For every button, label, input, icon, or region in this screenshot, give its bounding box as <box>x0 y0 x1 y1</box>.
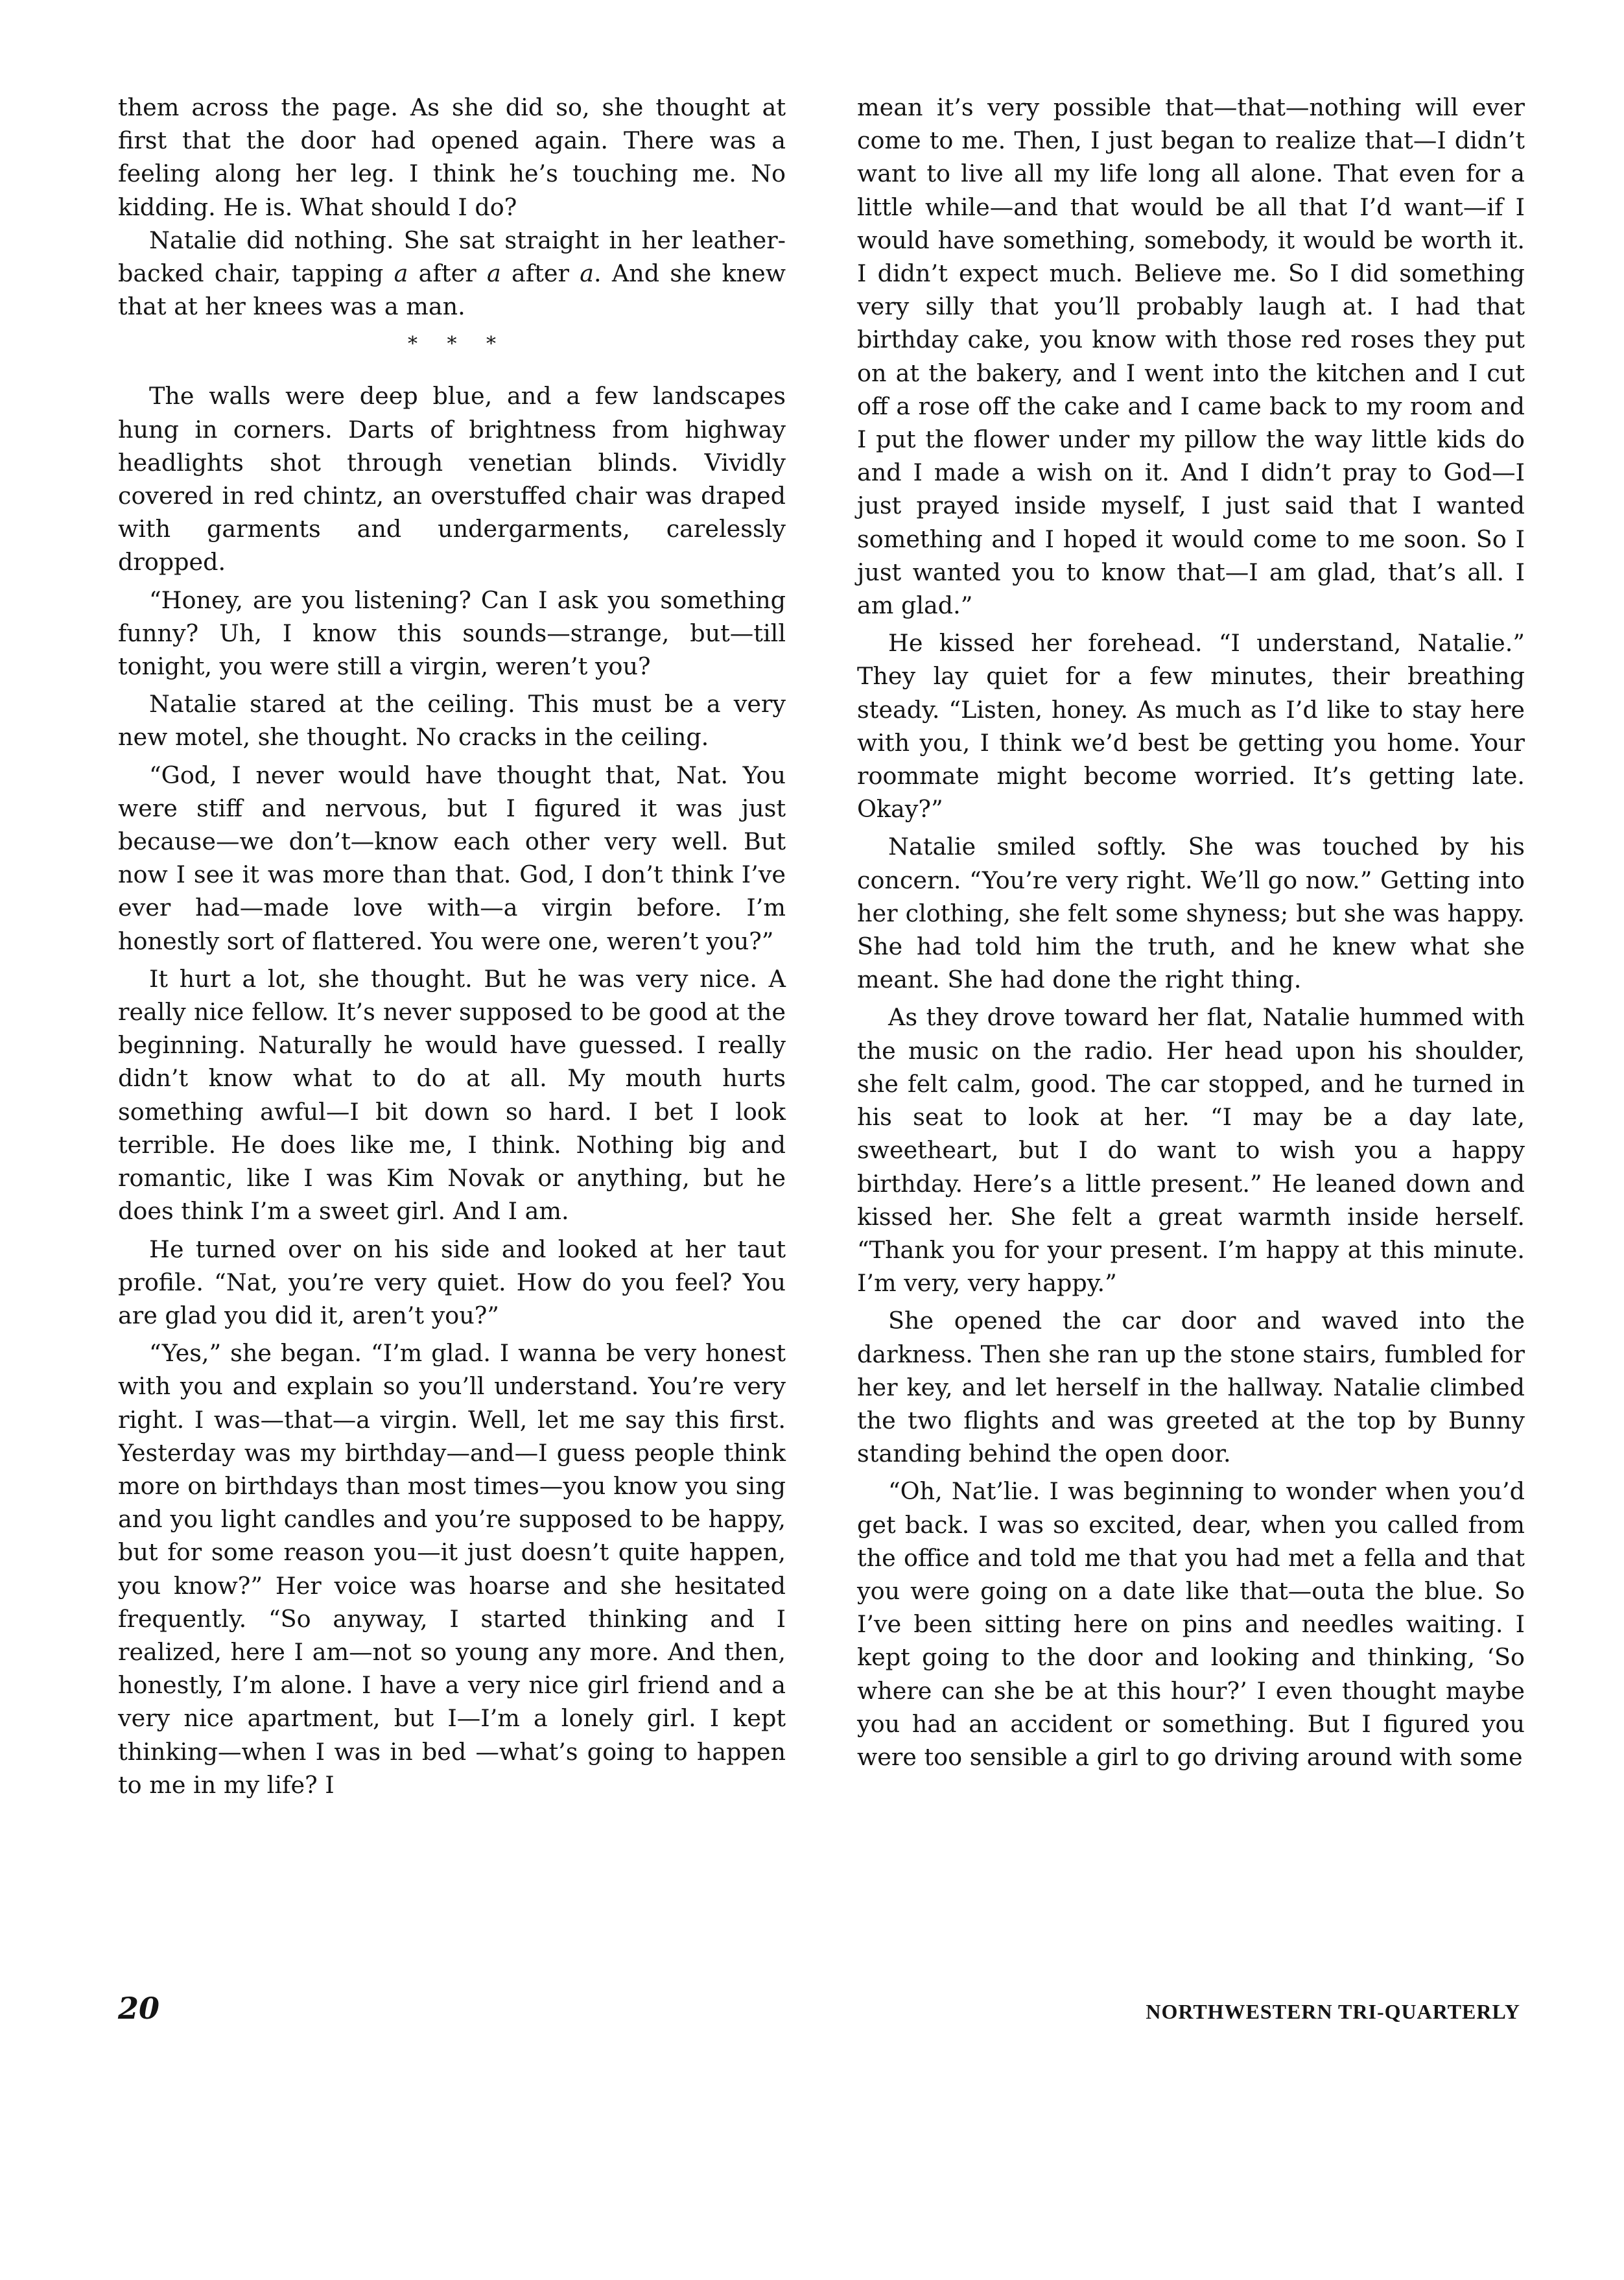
paragraph-text: . And she knew that at her knees was a man. <box>118 259 786 321</box>
paragraph: It hurt a lot, she thought. But he was very nice. A really nice fellow. It’s never supposed to be good at the beginning. Naturally he would have guessed. I really didn’t know what to do at all. My mouth hurts something awful—I bit down so hard. I bet I look terrible. He does like me, I think. Nothing big and romantic, like I was Kim Novak or anything, but he does think I’m a sweet girl. And I am. <box>118 964 786 1226</box>
left-text-column <box>118 91 786 1801</box>
paragraph-text: after <box>408 259 487 288</box>
paragraph: “Honey, are you listening? Can I ask you something funny? Uh, I know this sounds—strange, but—till tonight, you were still a virgin, weren’t you? <box>118 586 786 681</box>
italic-letter: a <box>394 259 408 288</box>
paragraph: He kissed her forehead. “I understand, Natalie.” They lay quiet for a few minutes, their breathing steady. “Listen, honey. As much as I’d like to stay here with you, I think we’d best be getting you home. Your roommate might become worried. It’s getting late. Okay?” <box>857 629 1525 824</box>
paragraph: “Yes,” she began. “I’m glad. I wanna be very honest with you and explain so you’ll understand. You’re very right. I was—that—a virgin. Well, let me say this first. Yesterday was my birthday—and—I guess people think more on birthdays than most times—you know you sing and you light candles and you’re supposed to be happy, but for some reason you—it just doesn’t quite happen, you know?” Her voice was hoarse and she hesitated frequently. “So anyway, I started thinking and I realized, here I am—not so young any more. And then, honestly, I’m alone. I have a very nice girl friend and a very nice apartment, but I—I’m a lonely girl. I kept thinking—when I was in bed —what’s going to happen to me in my life? I <box>118 1339 786 1799</box>
italic-letter: a <box>486 259 501 288</box>
paragraph-text: Natalie did nothing. She sat straight in her leather-backed chair, tapping <box>118 226 786 288</box>
paragraph: them across the page. As she did so, she thought at first that the door had opened again. There was a feeling along her leg. I think he’s touching me. No kidding. He is. What should I do? <box>118 93 786 221</box>
paragraph: mean it’s very possible that—that—nothing will ever come to me. Then, I just began to realize that—I didn’t want to live all my life long all alone. That even for a little while—and that would be all that I’d want—if I would have something, somebody, it would be worth it. I didn’t expect much. Believe me. So I did something very silly that you’ll probably laugh at. I had that birthday cake, you know with those red roses they put on at the bakery, and I went into the kitchen and I cut off a rose off the cake and I came back to my room and I put the flower under my pillow the way little kids do and I made a wish on it. And I didn’t pray to God—I just prayed inside myself, I just said that I wanted something and I hoped it would come to me soon. So I just wanted you to know that—I am glad, that’s all. I am glad.” <box>857 93 1525 620</box>
paragraph: Natalie stared at the ceiling. This must be a very new motel, she thought. No cracks in the ceiling. <box>118 690 786 752</box>
paragraph: “Oh, Nat’lie. I was beginning to wonder when you’d get back. I was so excited, dear, when you called from the office and told me that you had met a fella and that you were going on a date like that—outa the blue. So I’ve been sitting here on pins and needles waiting. I kept going to the door and looking and thinking, ‘So where can she be at this hour?’ I even thought maybe you had an accident or something. But I figured you were too sensible a girl to go driving around with some <box>857 1477 1525 1771</box>
paragraph: She opened the car door and waved into the darkness. Then she ran up the stone stairs, fumbled for her key, and let herself in the hallway. Natalie climbed the two flights and was greeted at the top by Bunny standing behind the open door. <box>857 1307 1525 1468</box>
right-text-column <box>857 91 1525 1774</box>
paragraph: He turned over on his side and looked at her taut profile. “Nat, you’re very quiet. How do you feel? You are glad you did it, aren’t you?” <box>118 1235 786 1329</box>
paragraph: As they drove toward her flat, Natalie hummed with the music on the radio. Her head upon his shoulder, she felt calm, good. The car stopped, and he turned in his seat to look at her. “I may be a day late, sweetheart, but I do want to wish you a happy birthday. Here’s a little present.” He leaned down and kissed her. She felt a great warmth inside herself. “Thank you for your present. I’m happy at this minute. I’m very, very happy.” <box>857 1003 1525 1298</box>
paragraph <box>118 224 786 324</box>
italic-letter: a <box>580 259 594 288</box>
paragraph: The walls were deep blue, and a few landscapes hung in corners. Darts of brightness from highway headlights shot through venetian blinds. Vividly covered in red chintz, an overstuffed chair was draped with garments and undergarments, carelessly dropped. <box>118 382 786 576</box>
section-break: * * * <box>407 333 508 356</box>
running-footer: NORTHWESTERN TRI-QUARTERLY <box>1146 2000 1520 2023</box>
paragraph: “God, I never would have thought that, Nat. You were stiff and nervous, but I figured it was just because—we don’t—know each other very well. But now I see it was more than that. God, I don’t think I’ve ever had—made love with—a virgin before. I’m honestly sort of flattered. You were one, weren’t you?” <box>118 761 786 955</box>
paragraph: Natalie smiled softly. She was touched by his concern. “You’re very right. We’ll go now.” Getting into her clothing, she felt some shyness; but she was happy. She had told him the truth, and he knew what she meant. She had done the right thing. <box>857 833 1525 994</box>
page-number: 20 <box>118 1991 160 2026</box>
paragraph-text: after <box>500 259 580 288</box>
